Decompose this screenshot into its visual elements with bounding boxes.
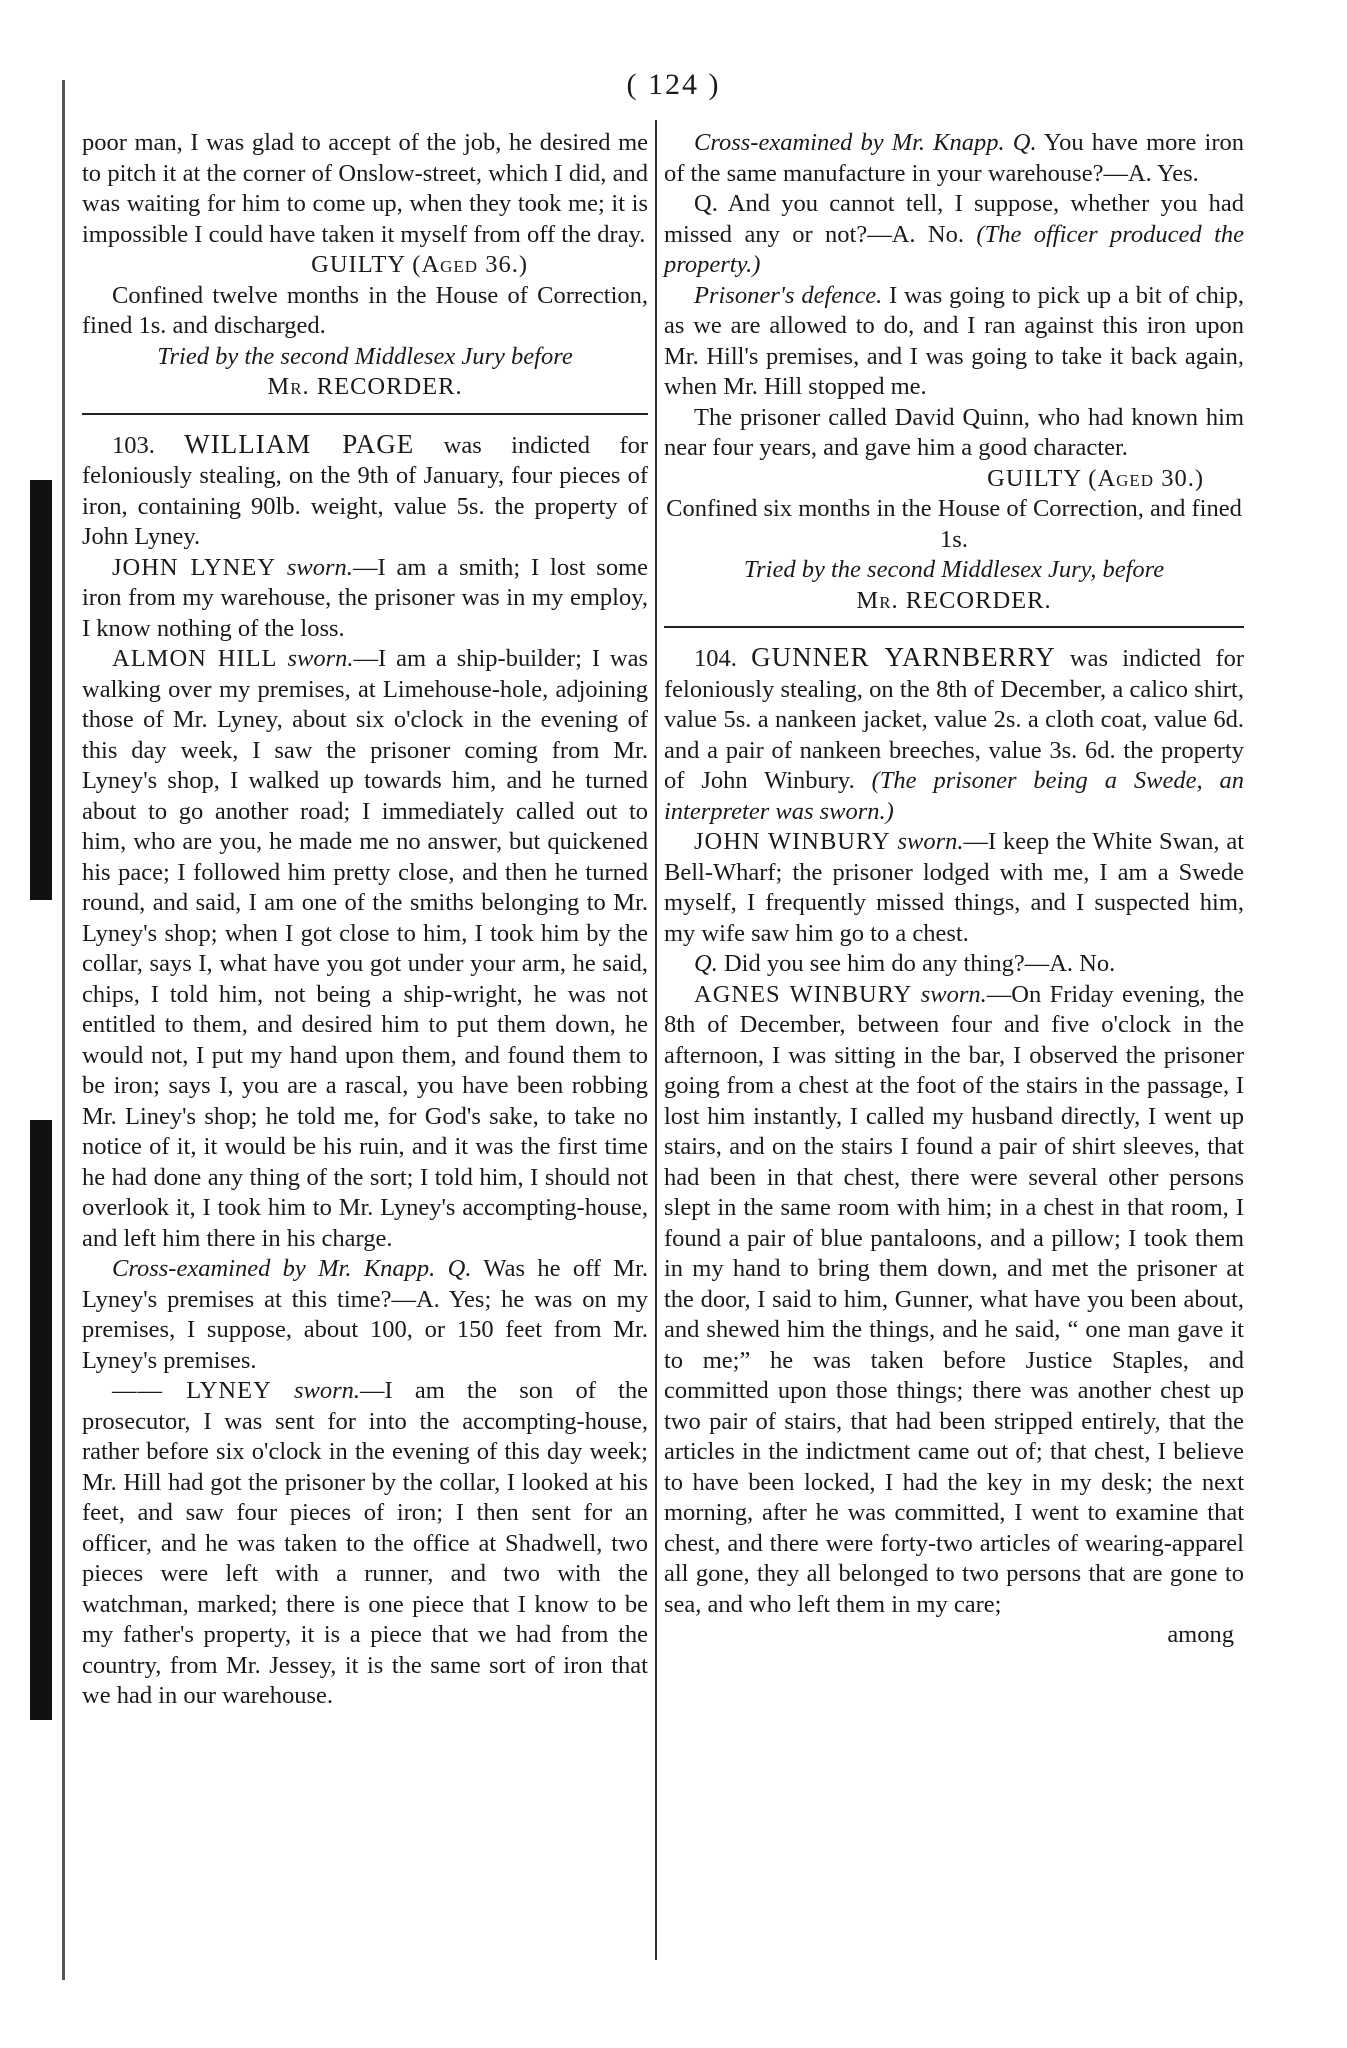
case-103-tried-by: Tried by the second Middlesex Jury, before	[743, 556, 1165, 583]
page-number: ( 124 )	[626, 68, 721, 101]
testimony-text: —I am the son of the prosecutor, I was sent for into the accompting-house, rather before six o'clock in the evening of this day week; Mr. Hill had got the prisoner by the collar, I looked at his feet, and saw four pieces of iron; I then sent for an officer, and he was taken to the office at Shadwell, two pieces were left with a runner, and two with the watchman, marked; there is one piece that I know to be my father's property, it is a piece that we had from the country, from Mr. Jessey, it is the same sort of iron that we had in our warehouse.	[82, 1377, 649, 1709]
left-column	[82, 128, 648, 1712]
case-separator	[82, 413, 648, 415]
defendant-name: GUNNER YARNBERRY	[751, 642, 1056, 672]
sworn-tag: sworn.	[920, 980, 987, 1008]
question-tag: Q.	[1012, 129, 1037, 156]
testimony-text: —On Friday evening, the 8th of December, between four and five o'clock in the afternoon, I was sitting in the bar, I observed the prisoner going from a chest at the foot of the stairs in the passage, I lost him instantly, I called my husband directly, I went up stairs, and on the stairs I found a pair of shirt sleeves, that had been in that chest, there were several other persons slept in the same room with him; in a chest in that room, I found a pair of blue pantaloons, and a pillow; I took them in my hand to bring them down, and met the prisoner at the door, I said to him, Gunner, what have you been about, and shewed him the things, and he said, “ one man gave it to me;” he was taken before Justice Staples, and committed upon those things; there was another chest up two pair of stairs, that had been stripped entirely, that the articles in the indictment came out of; that chest, I believe to have been locked, I had the key in my desk; the next morning, after he was committed, I went to examine that chest, and there were forty-two articles of wearing-apparel all gone, they all belonged to two persons that are gone to sea, and who left them in my care;	[664, 980, 1245, 1618]
case-102-verdict: GUILTY (Aged 36.)	[311, 251, 528, 278]
cross-examiner: Cross-examined by Mr. Knapp.	[112, 1255, 436, 1282]
case-103-verdict: GUILTY (Aged 30.)	[987, 464, 1204, 492]
character-witness: The prisoner called David Quinn, who had known him near four years, and gave him a good character.	[664, 403, 1244, 461]
testimony-text: Did you see him do any thing?—A. No.	[723, 950, 1116, 977]
case-number: 103.	[112, 431, 155, 459]
interpreter-note: (The prisoner being a Swede, an interpreter was sworn.)	[664, 767, 1244, 825]
witness-name: ALMON HILL	[112, 645, 278, 672]
testimony-almon-hill	[82, 644, 648, 1254]
column-divider	[655, 120, 657, 1960]
sworn-tag: sworn.	[897, 828, 964, 855]
testimony-text: Was he off Mr. Lyney's premises at this time?—A. Yes; he was on my premises, I suppose, about 100, or 150 feet from Mr. Lyney's premises.	[82, 1255, 649, 1374]
indictment-text: was indicted for feloniously stealing, on the 8th of December, a calico shirt, value 5s. a nankeen jacket, value 2s. a cloth coat, value 6d. and a pair of nankeen breeches, value 3s. 6d. the property of John Winbury.	[664, 645, 1245, 794]
indictment-text: was indicted for feloniously stealing, on the 9th of January, four pieces of iron, containing 90lb. weight, value 5s. the property of John Lyney.	[82, 431, 649, 550]
prisoner-defence	[664, 281, 1244, 403]
right-column	[664, 128, 1244, 1651]
testimony-text: You have more iron of the same manufacture in your warehouse?—A. Yes.	[664, 129, 1245, 187]
scan-edge-mark	[62, 80, 65, 1980]
case-102-tail-text: poor man, I was glad to accept of the job, he desired me to pitch it at the corner of Onslow-street, which I did, and was waiting for him to come up, when they took me; it is impossible I could have taken it myself from off the dray.	[82, 129, 648, 248]
case-102-sentence: Confined twelve months in the House of Correction, fined 1s. and discharged.	[82, 281, 648, 339]
witness-name: —— LYNEY	[112, 1377, 272, 1404]
scan-edge-mark	[30, 480, 52, 900]
sworn-tag: sworn.	[286, 553, 353, 581]
question-did-you-see	[664, 949, 1244, 980]
cross-examination-knapp	[82, 1254, 648, 1376]
sworn-tag: sworn.	[287, 645, 354, 672]
case-number: 104.	[694, 645, 737, 672]
question-tag: Q.	[694, 950, 718, 977]
case-102-recorder: Mr. RECORDER.	[267, 373, 463, 400]
question-text: Q. And you cannot tell, I suppose, whether you had missed any or not?—A. No.	[664, 190, 1244, 248]
question-tag: Q.	[447, 1255, 472, 1282]
testimony-agnes-winbury	[664, 980, 1244, 1621]
testimony-text: —I keep the White Swan, at Bell-Wharf; the prisoner lodged with me, I am a Swede myself, I frequently missed things, and I suspected him, my wife saw him go to a chest.	[664, 828, 1244, 947]
case-separator	[664, 626, 1244, 628]
witness-name: JOHN LYNEY	[112, 553, 277, 581]
officer-note: (The officer produced the property.)	[664, 220, 1245, 278]
witness-name: JOHN WINBURY	[694, 828, 891, 855]
witness-name: AGNES WINBURY	[694, 980, 913, 1008]
question-2	[664, 189, 1244, 281]
cross-examination-knapp-2	[664, 128, 1244, 189]
defence-text: I was going to pick up a bit of chip, as we are allowed to do, and I ran against this iron upon Mr. Hill's premises, and I was going to take it back again, when Mr. Hill stopped me.	[664, 281, 1244, 400]
sworn-tag: sworn.	[294, 1377, 361, 1404]
case-102-tried-by: Tried by the second Middlesex Jury before	[157, 342, 573, 370]
testimony-text: —I am a smith; I lost some iron from my warehouse, the prisoner was in my employ, I know nothing of the loss.	[82, 553, 649, 642]
case-103-indictment-para	[82, 429, 648, 553]
testimony-text: —I am a ship-builder; I was walking over my premises, at Limehouse-hole, adjoining those of Mr. Lyney, about six o'clock in the evening of this day week, I saw the prisoner coming from Mr. Lyney's shop, I walked up towards him, and he turned about to go another road; I immediately called out to him, who are you, he made me no answer, but quickened his pace; I followed him pretty close, and then he turned round, and said, I am one of the smiths belonging to Mr. Lyney's shop; when I got close to him, I took him by the collar, says I, what have you got under your arm, he said, chips, I told him, not being a ship-wright, he was not entitled to them, and desired him to put them down, he would not, I put my hand upon them, and found them to be iron; says I, you are a rascal, you have been robbing Mr. Liney's shop; he told me, for God's sake, to take no notice of it, it would be his ruin, and it was the first time he had done any thing of the sort; I told him, I should not overlook it, I took him to Mr. Lyney's accompting-house, and left him there in his charge.	[82, 645, 648, 1252]
defence-label: Prisoner's defence.	[694, 281, 883, 309]
case-104-indictment-para	[664, 642, 1244, 827]
testimony-john-lyney	[82, 553, 648, 645]
case-103-recorder: Mr. RECORDER.	[856, 586, 1052, 614]
scan-edge-mark	[30, 1120, 52, 1720]
cross-examiner: Cross-examined by Mr. Knapp.	[694, 129, 1005, 156]
testimony-john-winbury	[664, 827, 1244, 949]
case-103-sentence: Confined six months in the House of Correction, and fined 1s.	[666, 495, 1242, 553]
catchword: among	[1167, 1621, 1234, 1648]
testimony-lyney-son	[82, 1376, 648, 1712]
defendant-name: WILLIAM PAGE	[184, 428, 415, 459]
